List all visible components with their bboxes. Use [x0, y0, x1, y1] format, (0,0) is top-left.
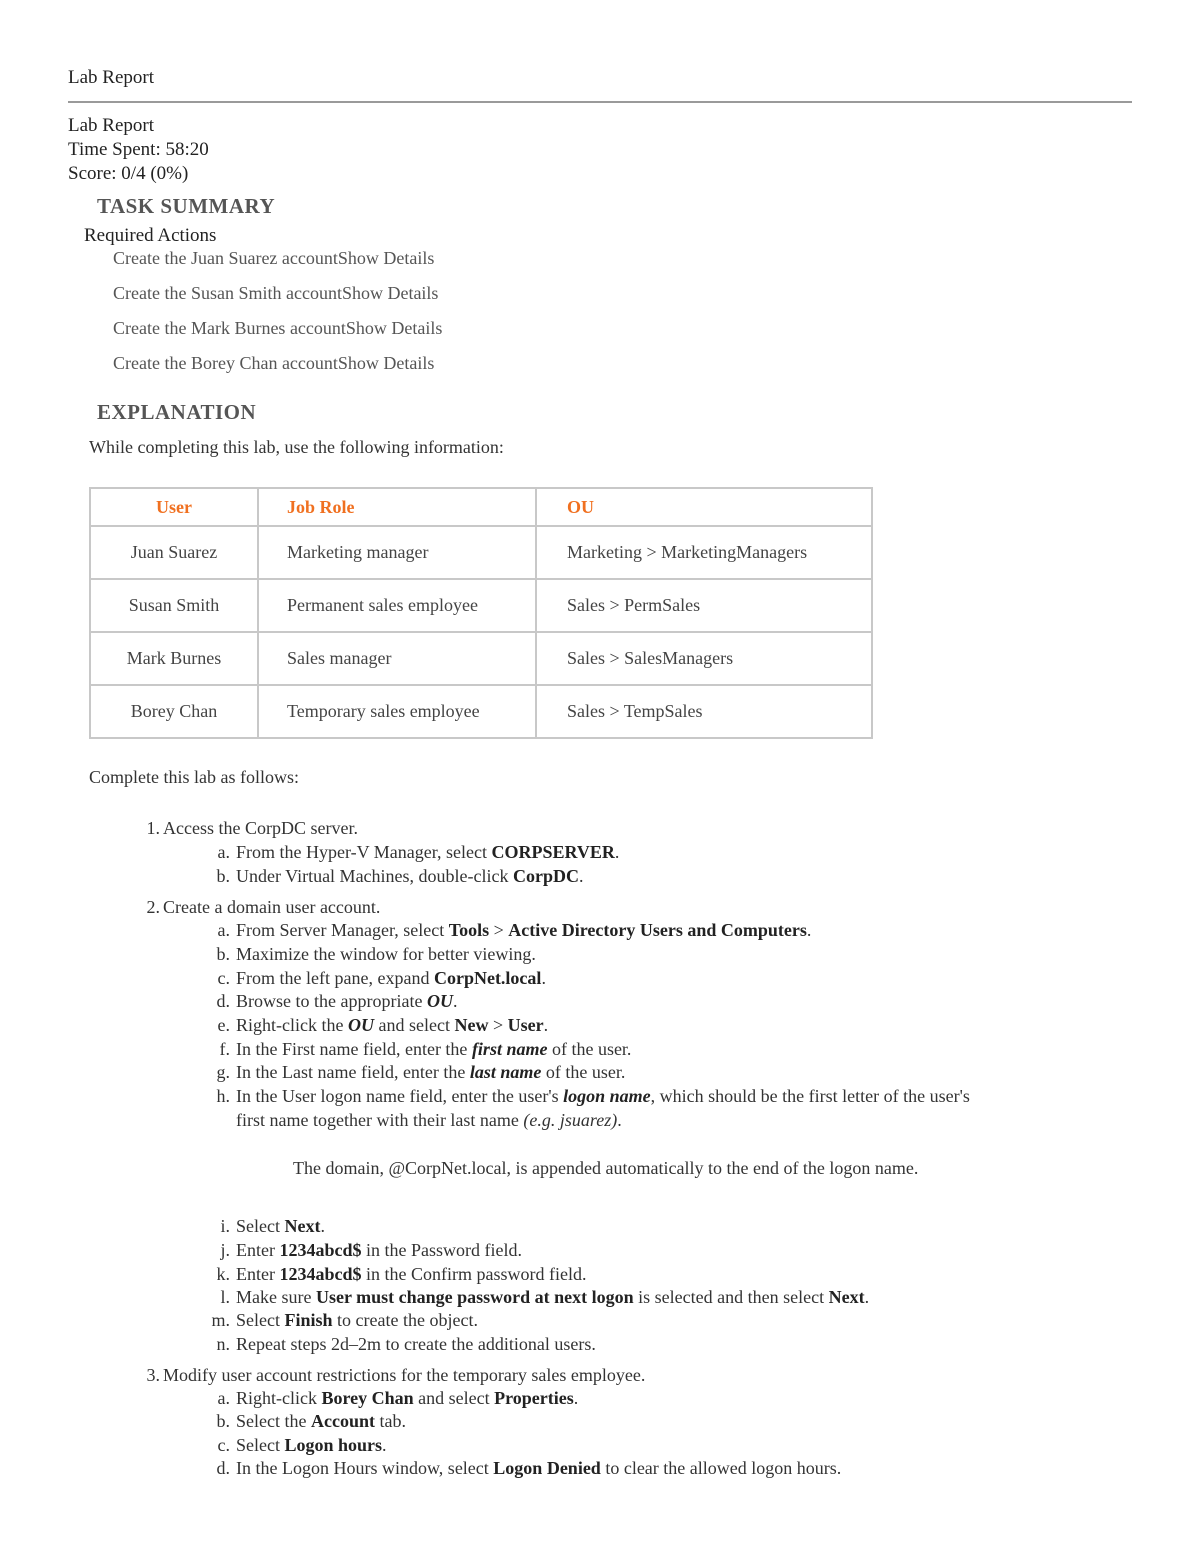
- step-text: .: [573, 1388, 579, 1408]
- step-letter: c.: [217, 968, 230, 988]
- step-text: In the Last name field, enter the: [236, 1062, 470, 1082]
- step-bold: Tools: [448, 920, 490, 940]
- step-text: From Server Manager, select: [236, 920, 449, 940]
- step-text: Enter: [236, 1240, 280, 1260]
- step-text: Make sure: [236, 1287, 316, 1307]
- step-letter: k.: [216, 1264, 230, 1284]
- step-bold: User: [507, 1015, 544, 1035]
- step-letter: d.: [216, 1458, 230, 1478]
- step-text: to clear the allowed logon hours.: [600, 1458, 842, 1478]
- cell-job-role: Permanent sales employee: [258, 579, 536, 632]
- header-divider: [68, 101, 1132, 103]
- step-text: .: [320, 1216, 325, 1236]
- step-letter: j.: [220, 1240, 230, 1260]
- cell-job-role: Sales manager: [258, 632, 536, 685]
- step-text: Browse to the appropriate: [236, 991, 427, 1011]
- step-letter: b.: [216, 944, 230, 964]
- step-bold-italic: last name: [469, 1062, 542, 1082]
- step-text: Select the: [236, 1411, 311, 1431]
- cell-ou: Marketing > MarketingManagers: [536, 526, 872, 579]
- step-bold-italic: OU: [426, 991, 453, 1011]
- cell-user: Borey Chan: [90, 685, 258, 738]
- step-text: in the Password field.: [361, 1240, 522, 1260]
- step-number: 2.: [146, 897, 160, 917]
- score: Score: 0/4 (0%): [68, 163, 189, 184]
- report-meta: [68, 114, 209, 186]
- step-text: first name together with their last name: [236, 1110, 524, 1130]
- step-bold: User must change password at next logon: [315, 1287, 634, 1307]
- step-text: Modify user account restrictions for the temporary sales employee.: [163, 1365, 646, 1385]
- step-text: is selected and then select: [633, 1287, 829, 1307]
- required-actions-title: Required Actions: [84, 225, 217, 246]
- step-text: .: [579, 866, 584, 886]
- step-text: .: [806, 920, 812, 940]
- report-title: Lab Report: [68, 115, 155, 136]
- table-row: [90, 632, 872, 685]
- explanation-heading: EXPLANATION: [97, 400, 257, 424]
- complete-intro: Complete this lab as follows:: [89, 767, 299, 787]
- step-letter: f.: [219, 1039, 230, 1059]
- step-text: From the Hyper-V Manager, select: [236, 842, 492, 862]
- step-bold-italic: OU: [347, 1015, 374, 1035]
- domain-note: The domain, @CorpNet.local, is appended automatically to the end of the logon name.: [293, 1158, 919, 1178]
- step-text: Select: [236, 1216, 285, 1236]
- table-row: [90, 685, 872, 738]
- step-letter: h.: [216, 1086, 230, 1106]
- step-text: Create a domain user account.: [163, 897, 381, 917]
- step-text: and select: [413, 1388, 495, 1408]
- cell-ou: Sales > TempSales: [536, 685, 872, 738]
- step-text: and select: [373, 1015, 455, 1035]
- step-letter: m.: [211, 1310, 230, 1330]
- step-text: Select: [236, 1310, 285, 1330]
- step-text: in the Confirm password field.: [361, 1264, 587, 1284]
- step-text: Select: [236, 1435, 285, 1455]
- task-summary-heading: TASK SUMMARY: [97, 194, 276, 218]
- step-bold: Borey Chan: [321, 1388, 414, 1408]
- step-number: 1.: [146, 818, 160, 838]
- step-bold: Active Directory Users and Computers: [508, 920, 807, 940]
- step-italic: (e.g. jsuarez): [523, 1110, 618, 1130]
- step-letter: i.: [220, 1216, 230, 1236]
- step-text: Under Virtual Machines, double-click: [236, 866, 514, 886]
- time-spent: Time Spent: 58:20: [68, 139, 209, 160]
- page-title: Lab Report: [68, 67, 155, 88]
- step-text: In the Logon Hours window, select: [236, 1458, 494, 1478]
- step-bold: Logon hours: [284, 1435, 383, 1455]
- step-letter: d.: [216, 991, 230, 1011]
- step-bold-italic: first name: [471, 1039, 548, 1059]
- step-letter: a.: [217, 1388, 230, 1408]
- step-bold: Logon Denied: [493, 1458, 601, 1478]
- step-letter: g.: [216, 1062, 230, 1082]
- step-text: .: [864, 1287, 870, 1307]
- header-job-role: Job Role: [258, 488, 536, 526]
- step-text: .: [382, 1435, 387, 1455]
- step-bold: Next: [828, 1287, 865, 1307]
- step-text: Repeat steps 2d–2m to create the additional users.: [236, 1334, 596, 1354]
- step-text: .: [614, 842, 620, 862]
- step-text: >: [489, 920, 509, 940]
- step-text: of the user.: [547, 1039, 632, 1059]
- step-text: Right-click: [236, 1388, 322, 1408]
- step-text: In the User logon name field, enter the user's: [236, 1086, 564, 1106]
- step-text: Maximize the window for better viewing.: [236, 944, 536, 964]
- step-bold: CORPSERVER: [491, 842, 615, 862]
- step-letter: a.: [217, 842, 230, 862]
- step-text: Access the CorpDC server.: [163, 818, 358, 838]
- step-letter: c.: [217, 1435, 230, 1455]
- step-bold: 1234abcd$: [279, 1264, 362, 1284]
- step-bold: Next: [284, 1216, 321, 1236]
- step-bold: CorpDC: [513, 866, 580, 886]
- step-text: to create the object.: [332, 1310, 478, 1330]
- step-text: Enter: [236, 1264, 280, 1284]
- step-bold: Properties: [494, 1388, 574, 1408]
- step-text: Right-click the: [236, 1015, 348, 1035]
- step-text: , which should be the first letter of the user's: [650, 1086, 970, 1106]
- cell-user: Susan Smith: [90, 579, 258, 632]
- step-text: .: [452, 991, 458, 1011]
- step-letter: n.: [216, 1334, 230, 1354]
- cell-job-role: Marketing manager: [258, 526, 536, 579]
- required-action-item[interactable]: Create the Borey Chan accountShow Details: [113, 353, 435, 373]
- header-ou: OU: [536, 488, 872, 526]
- step-letter: a.: [217, 920, 230, 940]
- explanation-intro: While completing this lab, use the following information:: [89, 437, 504, 457]
- table-row: [90, 579, 872, 632]
- step-letter: l.: [220, 1287, 230, 1307]
- step-bold: Account: [310, 1411, 375, 1431]
- step-letter: b.: [216, 866, 230, 886]
- step-text: From the left pane, expand: [236, 968, 434, 988]
- step-number: 3.: [146, 1365, 160, 1385]
- required-action-item[interactable]: Create the Mark Burnes accountShow Details: [113, 318, 443, 338]
- step-text: .: [543, 1015, 549, 1035]
- step-letter: e.: [217, 1015, 230, 1035]
- required-action-item[interactable]: Create the Juan Suarez accountShow Details: [113, 248, 435, 268]
- cell-user: Mark Burnes: [90, 632, 258, 685]
- step-bold: Finish: [284, 1310, 333, 1330]
- step-text: In the First name field, enter the: [236, 1039, 472, 1059]
- cell-user: Juan Suarez: [90, 526, 258, 579]
- step-bold: 1234abcd$: [279, 1240, 362, 1260]
- step-bold-italic: logon name: [563, 1086, 651, 1106]
- header-user: User: [90, 488, 258, 526]
- required-action-item[interactable]: Create the Susan Smith accountShow Details: [113, 283, 439, 303]
- step-bold: CorpNet.local: [433, 968, 542, 988]
- user-info-table: [89, 487, 873, 739]
- table-header-row: [90, 488, 872, 526]
- step-bold: New: [454, 1015, 489, 1035]
- cell-ou: Sales > PermSales: [536, 579, 872, 632]
- step-text: .: [541, 968, 546, 988]
- step-text: of the user.: [541, 1062, 626, 1082]
- step-text: >: [488, 1015, 508, 1035]
- step-text: .: [617, 1110, 622, 1130]
- cell-job-role: Temporary sales employee: [258, 685, 536, 738]
- step-letter: b.: [216, 1411, 230, 1431]
- table-row: [90, 526, 872, 579]
- cell-ou: Sales > SalesManagers: [536, 632, 872, 685]
- step-text: tab.: [374, 1411, 406, 1431]
